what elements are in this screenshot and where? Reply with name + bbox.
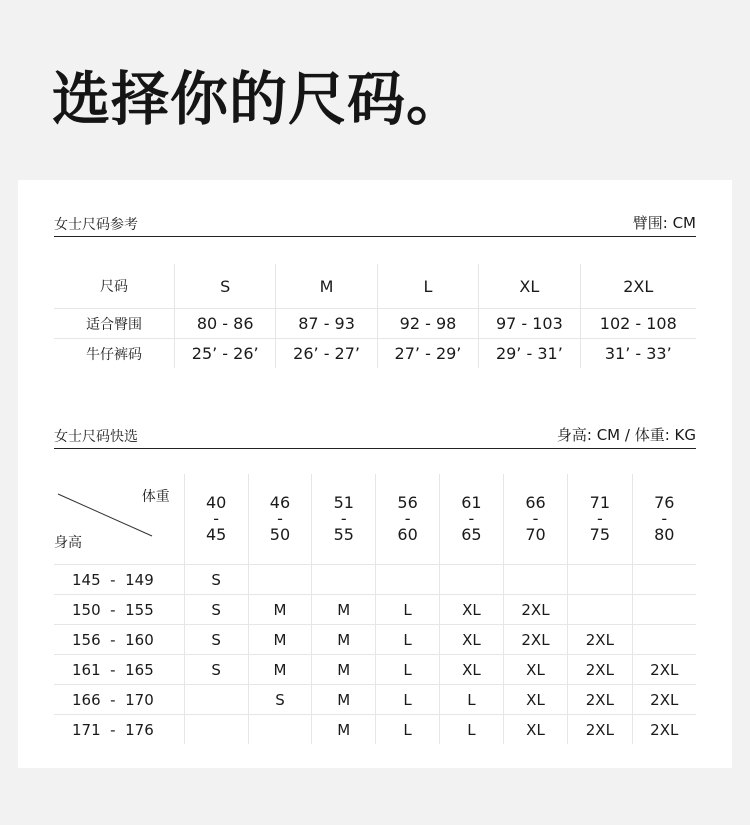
table-cell: L (376, 655, 440, 685)
table-cell: XL (503, 715, 567, 745)
table-cell: L (440, 685, 504, 715)
height-range: 150 - 155 (54, 595, 184, 625)
table-cell: 2XL (632, 685, 696, 715)
table-cell: M (248, 625, 312, 655)
table-cell: S (184, 655, 248, 685)
table-cell: 2XL (568, 715, 632, 745)
table-cell: 25’ - 26’ (175, 339, 276, 369)
table-cell: 92 - 98 (377, 309, 478, 339)
size-col-header: XL (479, 264, 580, 309)
table-cell (312, 565, 376, 595)
row-label: 适合臀围 (54, 309, 175, 339)
bust-size-table (54, 264, 696, 368)
weight-col-header: 71 - 75 (568, 474, 632, 565)
table-cell (568, 565, 632, 595)
table-cell (248, 715, 312, 745)
table-cell: 2XL (568, 655, 632, 685)
table-cell (632, 595, 696, 625)
table-cell: 31’ - 33’ (580, 339, 696, 369)
quick-section-header (54, 422, 696, 449)
table-cell: 102 - 108 (580, 309, 696, 339)
weight-col-header: 40 - 45 (184, 474, 248, 565)
table-cell: M (248, 595, 312, 625)
table-cell: 2XL (503, 625, 567, 655)
table-cell: 2XL (503, 595, 567, 625)
table-cell (184, 715, 248, 745)
table-row (54, 595, 696, 625)
size-header-row (54, 264, 696, 309)
table-cell: S (184, 565, 248, 595)
quick-size-table (54, 474, 696, 744)
table-cell: L (376, 595, 440, 625)
size-guide-card (18, 180, 732, 768)
size-col-header: M (276, 264, 377, 309)
table-cell: 27’ - 29’ (377, 339, 478, 369)
size-col-header: L (377, 264, 478, 309)
size-label: 尺码 (54, 264, 175, 309)
table-cell: L (376, 715, 440, 745)
table-cell (632, 565, 696, 595)
table-cell: XL (440, 625, 504, 655)
table-cell: 80 - 86 (175, 309, 276, 339)
weight-col-header: 76 - 80 (632, 474, 696, 565)
weight-header-row (54, 474, 696, 565)
weight-col-header: 51 - 55 (312, 474, 376, 565)
bust-section-unit: 臂围: CM (632, 214, 696, 232)
quick-section-title: 女士尺码快选 (54, 429, 138, 445)
table-cell: S (248, 685, 312, 715)
table-row (54, 625, 696, 655)
bust-section-header (54, 210, 696, 237)
table-cell (503, 565, 567, 595)
bust-section-title: 女士尺码参考 (54, 217, 138, 233)
table-cell: 26’ - 27’ (276, 339, 377, 369)
table-row (54, 715, 696, 745)
table-cell: XL (503, 655, 567, 685)
table-row (54, 339, 696, 369)
weight-col-header: 66 - 70 (503, 474, 567, 565)
table-cell: S (184, 625, 248, 655)
height-range: 161 - 165 (54, 655, 184, 685)
table-cell (568, 595, 632, 625)
table-cell: L (376, 625, 440, 655)
table-row (54, 655, 696, 685)
table-cell (184, 685, 248, 715)
table-cell: M (312, 625, 376, 655)
quick-section-unit: 身高: CM / 体重: KG (556, 426, 696, 444)
table-cell: 2XL (632, 715, 696, 745)
table-row (54, 309, 696, 339)
height-label: 身高 (54, 535, 82, 551)
table-cell: L (440, 715, 504, 745)
table-cell: M (312, 595, 376, 625)
table-cell (440, 565, 504, 595)
table-row (54, 685, 696, 715)
table-cell (376, 565, 440, 595)
table-cell: M (312, 715, 376, 745)
table-cell: 87 - 93 (276, 309, 377, 339)
diagonal-header-cell (54, 474, 184, 565)
table-cell: M (248, 655, 312, 685)
table-cell: M (312, 655, 376, 685)
table-cell: XL (440, 595, 504, 625)
table-cell (632, 625, 696, 655)
table-row (54, 565, 696, 595)
weight-label: 体重 (141, 489, 170, 505)
height-range: 145 - 149 (54, 565, 184, 595)
table-cell: 2XL (568, 685, 632, 715)
table-cell: 2XL (632, 655, 696, 685)
weight-col-header: 46 - 50 (248, 474, 312, 565)
size-col-header: 2XL (580, 264, 696, 309)
table-cell: 97 - 103 (479, 309, 580, 339)
table-cell: M (312, 685, 376, 715)
page-title: 选择你的尺码。 (52, 65, 466, 133)
table-cell: 2XL (568, 625, 632, 655)
size-col-header: S (175, 264, 276, 309)
table-cell: XL (503, 685, 567, 715)
weight-col-header: 61 - 65 (440, 474, 504, 565)
height-range: 166 - 170 (54, 685, 184, 715)
weight-col-header: 56 - 60 (376, 474, 440, 565)
row-label: 牛仔裤码 (86, 346, 142, 363)
height-range: 171 - 176 (72, 720, 154, 739)
table-cell: S (184, 595, 248, 625)
table-cell (248, 565, 312, 595)
table-cell: XL (440, 655, 504, 685)
height-range: 156 - 160 (54, 625, 184, 655)
table-cell: 29’ - 31’ (479, 339, 580, 369)
table-cell: L (376, 685, 440, 715)
